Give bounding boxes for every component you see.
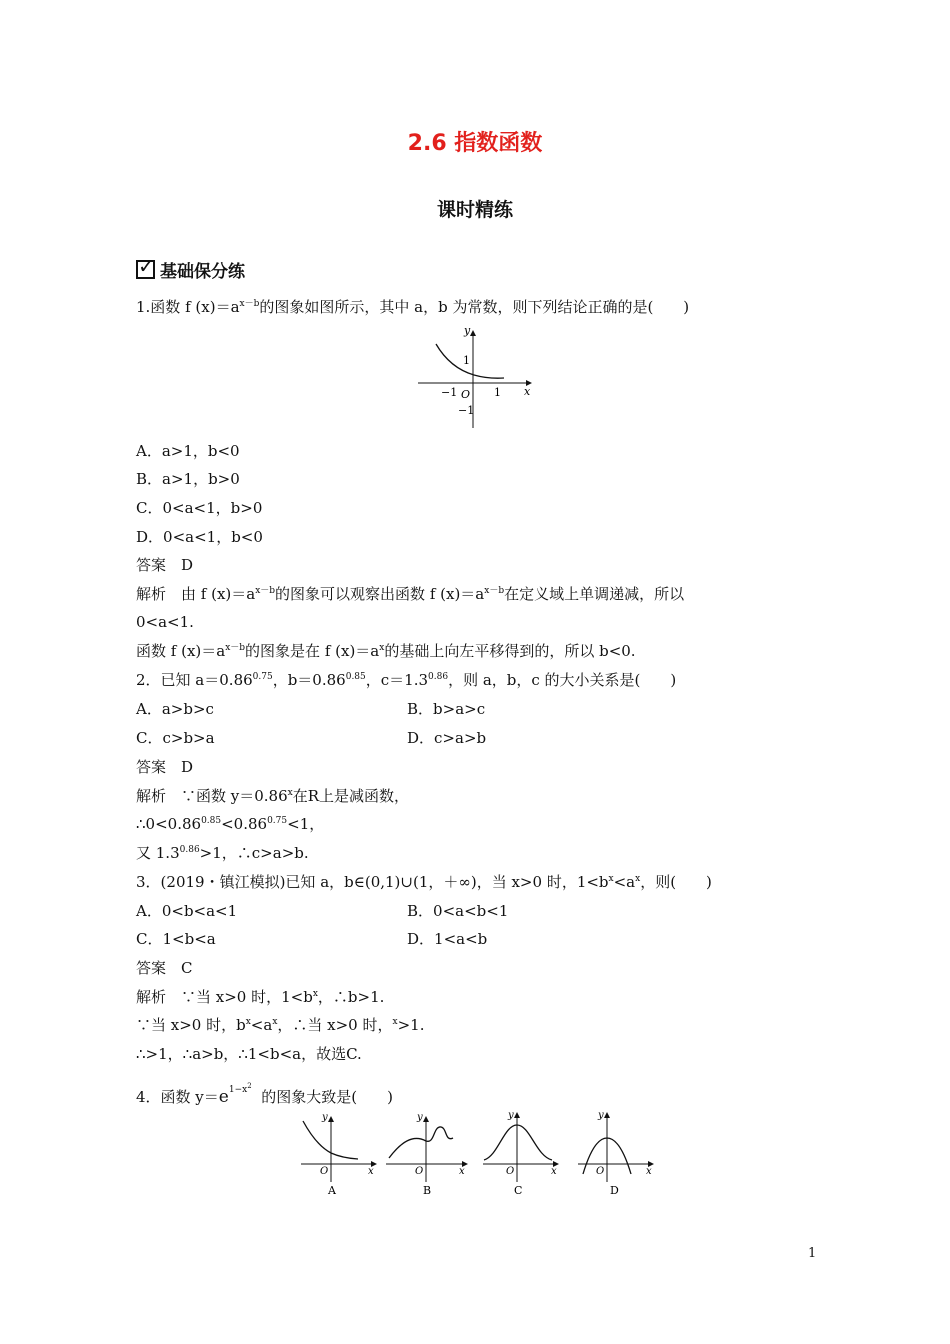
q4-a-label-origin: O (320, 1166, 329, 1177)
q4-c-label: C (514, 1184, 523, 1197)
q1-label-x: x (524, 385, 531, 398)
q4-d-label: D (610, 1184, 619, 1197)
q2-option-d: D．c>a>b (407, 729, 487, 747)
q3-analysis-line2: ∵当 x>0 时，$b^x<a^x$，∴当 x>0 时，$^x$>1. (136, 1016, 425, 1034)
q4-stem: 4．函数 $y=e^{1-x^2}$ 的图象大致是( ) (136, 1082, 393, 1107)
q2-analysis-line2: $\therefore 0<0.86^{0.85}<0.86^{0.75}<1$， (136, 815, 325, 833)
q1-label-neg-one-y: −1 (458, 404, 475, 417)
q3-option-a: A．0<b<a<1 (136, 902, 238, 920)
q1-stem: 1.函数 f $(x)=a^{x-b}$的图象如图所示，其中 a，b 为常数，则下列结论正确的是( ) (136, 298, 690, 316)
q3-option-b: B．0<a<b<1 (407, 902, 509, 920)
q1-option-a: A．a>1，b<0 (136, 442, 240, 460)
q4-d-label-origin: O (596, 1166, 605, 1177)
q3-analysis-line1: 解析 ∵当 x>0 时，$1<b^x$，∴b>1. (136, 988, 385, 1006)
section-heading (136, 254, 245, 282)
q4-a-label-y: y (322, 1112, 328, 1123)
checkbox-icon: ✓ (138, 254, 155, 278)
q1-label-one-y: 1 (463, 354, 470, 367)
q1-option-b: B．a>1，b>0 (136, 470, 240, 488)
q1-graph (414, 322, 534, 430)
q2-analysis-line1: 解析 ∵函数 $y=0.86^x$在R上是减函数， (136, 787, 410, 805)
q1-label-one-x: 1 (494, 386, 501, 399)
q4-a-label: A (328, 1184, 336, 1197)
q3-option-c: C．1<b<a (136, 930, 216, 948)
q4-b-label-x: x (459, 1166, 465, 1177)
q4-graph-d (575, 1110, 659, 1205)
q1-option-c: C．0<a<1，b>0 (136, 499, 263, 517)
q1-label-origin: O (461, 388, 471, 401)
q1-analysis-line2: 0<a<1. (136, 613, 194, 631)
q4-b-label-origin: O (415, 1166, 424, 1177)
page-subtitle: 课时精练 (436, 199, 513, 221)
q1-option-d: D．0<a<1，b<0 (136, 528, 263, 546)
q4-c-label-y: y (508, 1110, 514, 1121)
q1-curve (436, 344, 504, 378)
q3-stem: 3．(2019・镇江模拟)已知 a，b∈(0,1)∪(1，＋∞)，当 x>0 时，$1<b^x<a^x$，则( ) (136, 873, 712, 891)
q1-label-neg-one-x: −1 (441, 386, 458, 399)
q2-stem: 2．已知 $a=0.86^{0.75}$，$b=0.86^{0.85}$，$c=1.3^{0.86}$，则 a，b，c 的大小关系是( ) (136, 671, 677, 689)
q1-analysis-line1: 解析 由 f $(x)=a^{x-b}$的图象可以观察出函数 f $(x)=a^{x-b}$在定义域上单调递减，所以 (136, 585, 685, 603)
q4-b-curve (389, 1127, 453, 1158)
q1-answer: 答案 D (136, 556, 194, 574)
page-title: 2.6 指数函数 (407, 131, 543, 156)
q1-analysis-line3: 函数 f $(x)=a^{x-b}$的图象是在 f $(x)=a^x$的基础上向左平移得到的，所以 b<0. (136, 642, 636, 660)
q4-b-label: B (423, 1184, 432, 1197)
q3-analysis-line3: ∴>1，∴a>b，∴1<b<a，故选C. (136, 1045, 362, 1063)
q2-answer: 答案 D (136, 758, 194, 776)
q4-graph-a (298, 1110, 382, 1205)
section-label: 基础保分练 (160, 262, 245, 282)
q2-analysis-line3: 又 $1.3^{0.86}>1$，∴c>a>b. (136, 844, 309, 862)
q4-d-label-y: y (598, 1110, 604, 1121)
q4-a-label-x: x (368, 1166, 374, 1177)
q2-option-a: A．a>b>c (136, 700, 214, 718)
page-number: 1 (808, 1246, 817, 1261)
q2-option-b: B．b>a>c (407, 700, 486, 718)
q4-graph-c (480, 1110, 564, 1205)
q4-b-label-y: y (417, 1112, 423, 1123)
q4-graph-b (383, 1110, 473, 1205)
q4-c-label-origin: O (506, 1166, 515, 1177)
q2-option-c: C．c>b>a (136, 729, 215, 747)
q4-base: e (218, 1087, 229, 1107)
q3-answer: 答案 C (136, 959, 193, 977)
q3-option-d: D．1<a<b (407, 930, 488, 948)
q4-c-label-x: x (551, 1166, 557, 1177)
q1-label-y: y (464, 324, 471, 337)
q1-y-arrow (470, 330, 476, 336)
q4-d-label-x: x (646, 1166, 652, 1177)
q4-c-curve (484, 1125, 552, 1160)
